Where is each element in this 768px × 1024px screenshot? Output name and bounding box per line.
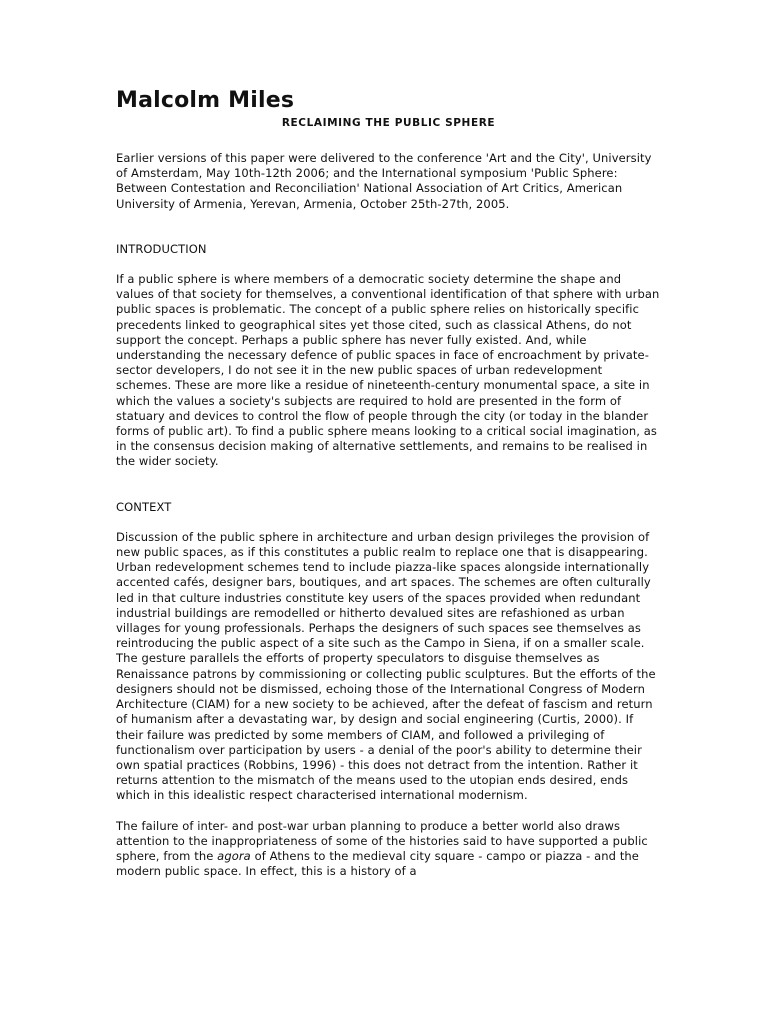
paper-title: RECLAIMING THE PUBLIC SPHERE bbox=[281, 117, 496, 129]
context-paragraph-2 bbox=[116, 819, 661, 880]
section-heading-context: CONTEXT bbox=[116, 499, 172, 514]
section-heading-introduction: INTRODUCTION bbox=[116, 241, 207, 256]
agora-term: agora bbox=[217, 848, 251, 863]
context-paragraph-2-start: The failure of inter- and post-war urban planning to produce a better world also draws attention to the inappropriateness of some of the histories said to have supported a public sphere, from the bbox=[116, 818, 648, 863]
context-paragraph-2-end: of Athens to the medieval city square - campo or piazza - and the modern public space. In effect, this is a history of a bbox=[116, 848, 639, 879]
context-paragraph-1: Discussion of the public sphere in architecture and urban design privileges the provision of new public spaces, as if this constitutes a public realm to replace one that is disappearing. Urban redevelopment schemes tend to include piazza-like spaces alongside internationally accented cafés, designer bars, boutiques, and art spaces. The schemes are often culturally led in that culture industries constitute key users of the spaces provided when redundant industrial buildings are remodelled or hitherto devalued sites are refashioned as urban villages for young professionals. Perhaps the designers of such spaces see themselves as reintroducing the public aspect of a site such as the Campo in Siena, if on a smaller scale. The gesture parallels the efforts of property speculators to disguise themselves as Renaissance patrons by commissioning or collecting public sculptures. But the efforts of the designers should not be dismissed, echoing those of the International Congress of Modern Architecture (CIAM) for a new society to be achieved, after the defeat of fascism and return of humanism after a devastating war, by design and social engineering (Curtis, 2000). If their failure was predicted by some members of CIAM, and followed a privileging of functionalism over participation by users - a denial of the poor's ability to determine their own spatial practices (Robbins, 1996) - this does not detract from the intention. Rather it returns attention to the mismatch of the means used to the utopian ends desired, ends which in this idealistic respect characterised international modernism. bbox=[116, 529, 656, 803]
publication-note: Earlier versions of this paper were delivered to the conference 'Art and the City', University of Amsterdam, May 10th-12th 2006; and the International symposium 'Public Sphere: Between Contestation and Reconciliation' National Association of Art Critics, American University of Armenia, Yerevan, Armenia, October 25th-27th, 2005. bbox=[116, 151, 652, 211]
author-name: Malcolm Miles bbox=[116, 88, 295, 113]
introduction-paragraph: If a public sphere is where members of a democratic society determine the shape and values of that society for themselves, a conventional identification of that sphere with urban public spaces is problematic. The concept of a public sphere relies on historically specific precedents linked to geographical sites yet those cited, such as classical Athens, do not support the concept. Perhaps a public sphere has never fully existed. And, while understanding the necessary defence of public spaces in face of encroachment by private-sector developers, I do not see it in the new public spaces of urban redevelopment schemes. These are more like a residue of nineteenth-century monumental space, a site in which the values a society's subjects are required to hold are presented in the form of statuary and devices to control the flow of people through the city (or today in the blander forms of public art). To find a public sphere means looking to a critical social imagination, as in the consensus decision making of alternative settlements, and remains to be realised in the wider society. bbox=[116, 272, 660, 469]
document-page bbox=[116, 88, 661, 879]
